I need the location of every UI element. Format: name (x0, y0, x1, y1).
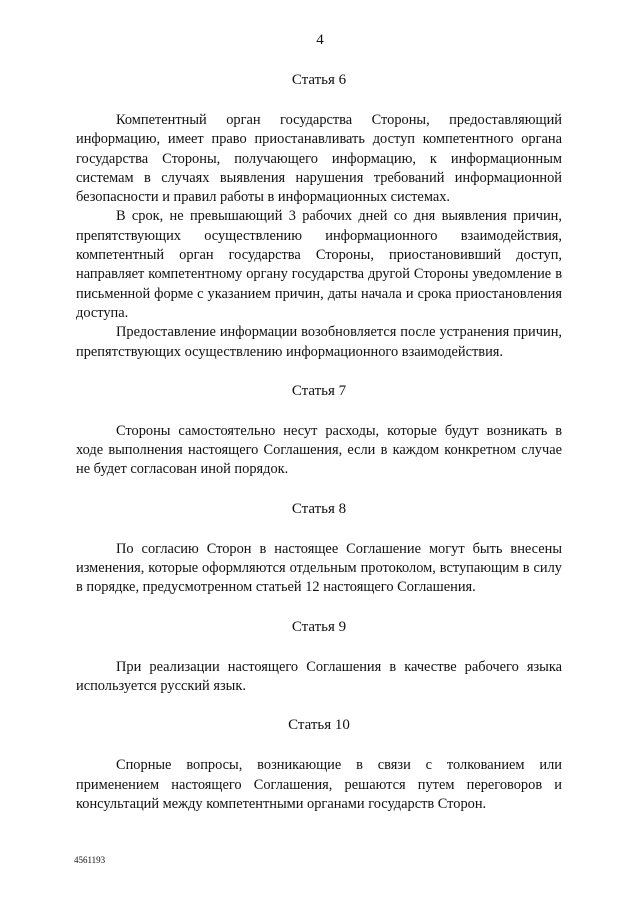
article-7 (76, 381, 562, 480)
article-10 (76, 715, 562, 814)
paragraph: В срок, не превышающий 3 рабочих дней со дня выявления причин, препятствующих осуществлению информационного взаимодействия, компетентный орган государства Стороны, приостановивший доступ, направляет компетентному органу государства другой Стороны уведомление в письменной форме с указанием причин, даты начала и срока приостановления доступа. (76, 208, 562, 321)
article-8 (76, 499, 562, 598)
paragraph: При реализации настоящего Соглашения в качестве рабочего языка используется русский язык. (76, 658, 562, 694)
page-number: 4 (316, 32, 324, 48)
document-code: 4561193 (74, 855, 106, 865)
paragraph: Компетентный орган государства Стороны, предоставляющий информацию, имеет право приостанавливать доступ компетентного органа государства Стороны, получающего информацию, к информационным системам в случаях выявления нарушения требований информационной безопасности и правил работы в информационных системах. (76, 112, 562, 206)
article-9 (76, 617, 562, 697)
paragraph: Спорные вопросы, возникающие в связи с толкованием или применением настоящего Соглашения, решаются путем переговоров и консультаций между компетентными органами государств Сторон. (76, 757, 562, 812)
paragraph: По согласию Сторон в настоящее Соглашение могут быть внесены изменения, которые оформляются отдельным протоколом, вступающим в силу в порядке, предусмотренном статьей 12 настоящего Соглашения. (76, 540, 562, 596)
article-heading: Статья 7 (291, 382, 347, 399)
article-heading: Статья 6 (291, 72, 347, 88)
paragraph: Предоставление информации возобновляется после устранения причин, препятствующих осуществлению информационного взаимодействия. (76, 324, 562, 360)
paragraph: Стороны самостоятельно несут расходы, которые будут возникать в ходе выполнения настоящего Соглашения, если в каждом конкретном случае не будет согласован иной порядок. (76, 422, 562, 478)
article-heading: Статья 9 (291, 618, 347, 635)
article-6 (76, 70, 562, 362)
document-body (76, 70, 562, 833)
article-heading: Статья 10 (288, 717, 350, 734)
article-heading: Статья 8 (291, 500, 347, 517)
